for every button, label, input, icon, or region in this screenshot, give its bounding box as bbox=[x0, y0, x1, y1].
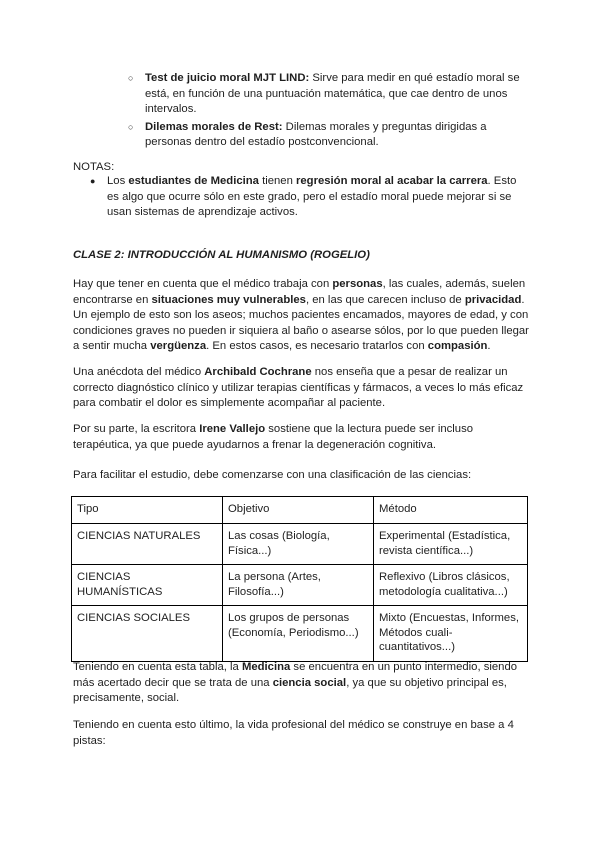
sub-bullet-list bbox=[128, 71, 528, 153]
table-cell: Los grupos de personas (Economía, Periodismo...) bbox=[223, 606, 374, 662]
table-header-cell: Tipo bbox=[72, 497, 223, 524]
table-row bbox=[72, 606, 528, 662]
paragraph: Una anécdota del médico Archibald Cochrane nos enseña que a pesar de realizar un correcto diagnóstico clínico y utilizar terapias científicas y fármacos, a veces lo más eficaz para combatir el dolor es simplemente acompañar al paciente. bbox=[73, 366, 524, 409]
list-item: ○ Dilemas morales de Rest: Dilemas morales y preguntas dirigidas a personas dentro del estadío postconvencional. bbox=[128, 120, 528, 151]
list-item: ● Los estudiantes de Medicina tienen regresión moral al acabar la carrera. Esto es algo que ocurre sólo en este grado, pero el estadío moral puede mejorar si se usan sistemas de aprendizaje activos. bbox=[90, 174, 530, 221]
notes-list bbox=[90, 174, 530, 221]
table-cell: CIENCIAS SOCIALES bbox=[72, 606, 223, 662]
table-cell: CIENCIAS NATURALES bbox=[72, 524, 223, 565]
table-cell: La persona (Artes, Filosofía...) bbox=[223, 565, 374, 606]
table-cell: CIENCIAS HUMANÍSTICAS bbox=[72, 565, 223, 606]
paragraph: Teniendo en cuenta esto último, la vida profesional del médico se construye en base a 4 pistas: bbox=[73, 719, 514, 747]
table-row bbox=[72, 565, 528, 606]
notes-label: NOTAS: bbox=[73, 161, 115, 173]
paragraph: Hay que tener en cuenta que el médico trabaja con personas, las cuales, además, suelen encontrarse en situaciones muy vulnerables, en las que carecen incluso de privacidad. Un ejemplo de esto son los aseos; muchos pacientes encamados, mayores de edad, y con condiciones graves no pueden ir siquiera al baño o asearse sólos, por lo que pueden llegar a sentir mucha vergüenza. En estos casos, es necesario tratarlos con compasión. bbox=[73, 278, 529, 352]
table-row bbox=[72, 524, 528, 565]
paragraph: Teniendo en cuenta esta tabla, la Medicina se encuentra en un punto intermedio, siendo más acertado decir que se trata de una ciencia social, ya que su objetivo principal es, precisamente, social. bbox=[73, 661, 518, 704]
table-cell: Reflexivo (Libros clásicos, metodología cualitativa...) bbox=[374, 565, 528, 606]
paragraph: Para facilitar el estudio, debe comenzarse con una clasificación de las ciencias: bbox=[73, 469, 472, 481]
table-cell: Las cosas (Biología, Física...) bbox=[223, 524, 374, 565]
paragraph: Por su parte, la escritora Irene Vallejo sostiene que la lectura puede ser incluso terapéutica, ya que puede ayudarnos a frenar la degeneración cognitiva. bbox=[73, 423, 474, 451]
section-heading: CLASE 2: INTRODUCCIÓN AL HUMANISMO (ROGELIO) bbox=[73, 249, 370, 261]
table-cell: Experimental (Estadística, revista científica...) bbox=[374, 524, 528, 565]
table-header-cell: Método bbox=[374, 497, 528, 524]
sciences-table bbox=[71, 496, 528, 662]
table-header-row bbox=[72, 497, 528, 524]
list-item: ○ Test de juicio moral MJT LIND: Sirve para medir en qué estadío moral se está, en función de una puntuación matemática, que cae dentro de unos intervalos. bbox=[128, 71, 528, 118]
table-cell: Mixto (Encuestas, Informes, Métodos cuali-cuantitativos...) bbox=[374, 606, 528, 662]
table-header-cell: Objetivo bbox=[223, 497, 374, 524]
